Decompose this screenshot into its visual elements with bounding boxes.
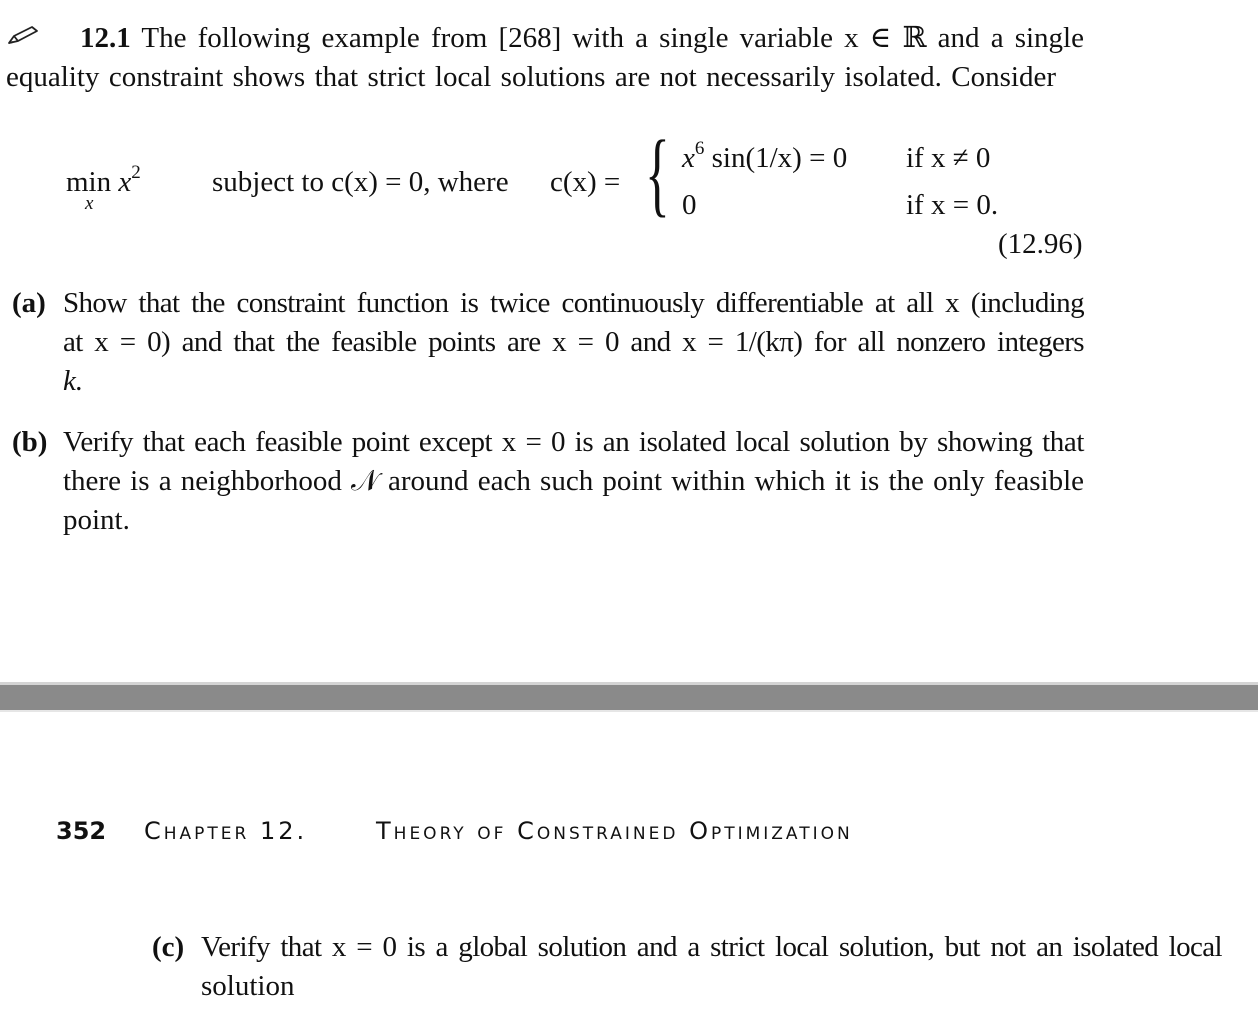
subject-to-clause: subject to c(x) = 0, where [212,166,509,198]
part-a-line1: Show that the constraint function is twice continuously differentiable at all x (including [63,287,1084,319]
page-separator [0,682,1258,712]
chapter-label: Chapter 12. [144,817,308,845]
objective: $\min x^2$ [66,162,141,198]
problem-number: 12.1 [80,22,131,54]
case2-value: 0 [682,189,697,221]
case2-condition: if x = 0. [906,189,999,221]
part-b-label: (b) [12,426,48,458]
chapter-title: Theory of Constrained Optimization [376,817,853,845]
part-c-label: (c) [152,931,185,963]
part-b-line2: there is a neighborhood 𝒩 around each such point within which it is the only feasible [63,465,1084,497]
page-number: 352 [56,817,107,845]
left-brace: { [645,122,670,226]
case1-condition: if x ≠ 0 [906,142,991,174]
equation-number: (12.96) [998,228,1083,260]
part-a-label: (a) [12,287,46,319]
min-subscript: x [85,193,94,214]
case1-expression: $x^6$ sin(1/x) = 0 [682,138,848,174]
part-b-line1: Verify that each feasible point except x = 0 is an isolated local solution by showing that [63,426,1084,458]
problem-statement-line1 [80,19,1084,58]
problem-statement-line2: equality constraint shows that strict local solutions are not necessarily isolated. Consider [6,61,1056,93]
part-a-line3: k. [63,365,84,397]
c-definition: c(x) = [550,166,621,198]
problem-text-line1: The following example from [268] with a single variable x ∈ ℝ and a single [141,22,1084,54]
part-a-line2: at x = 0) and that the feasible points are x = 0 and x = 1/(kπ) for all nonzero integers [63,326,1084,358]
part-c-line1: Verify that x = 0 is a global solution and a strict local solution, but not an isolated local [201,931,1222,963]
part-c-line2: solution [201,970,295,1002]
pencil-icon [6,24,40,46]
part-b-line3: point. [63,504,130,536]
